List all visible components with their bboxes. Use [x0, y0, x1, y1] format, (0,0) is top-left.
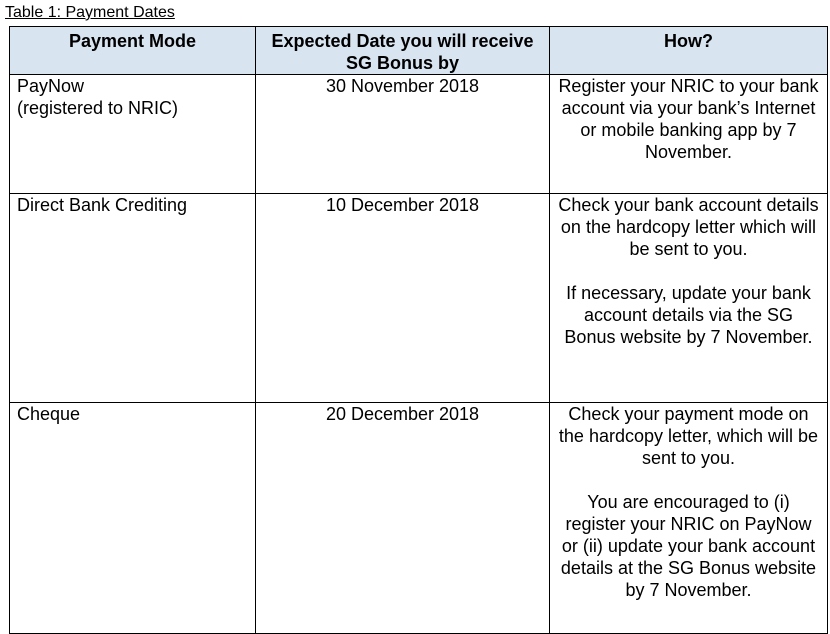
table-row	[10, 75, 828, 194]
header-how: How?	[550, 27, 828, 75]
table-row	[10, 194, 828, 403]
header-expected-date: Expected Date you will receive SG Bonus by	[256, 27, 550, 75]
expected-date-cell: 10 December 2018	[256, 194, 550, 403]
how-cell	[550, 403, 828, 634]
how-cell	[550, 194, 828, 403]
payment-mode-cell: Cheque	[10, 403, 256, 634]
payment-mode-cell: PayNow (registered to NRIC)	[10, 75, 256, 194]
how-paragraph: Check your payment mode on the hardcopy letter, which will be sent to you.	[558, 404, 819, 468]
expected-date-cell: 20 December 2018	[256, 403, 550, 634]
table-row	[10, 403, 828, 634]
how-paragraph: You are encouraged to (i) register your NRIC on PayNow or (ii) update your bank account details at the SG Bonus website by 7 November.	[560, 492, 817, 600]
how-paragraph: Check your bank account details on the hardcopy letter which will be sent to you.	[558, 195, 819, 259]
payment-mode-cell: Direct Bank Crediting	[10, 194, 256, 403]
header-payment-mode: Payment Mode	[10, 27, 256, 75]
payment-dates-table	[9, 26, 828, 634]
how-paragraph: If necessary, update your bank account details via the SG Bonus website by 7 November.	[564, 283, 813, 347]
expected-date-cell: 30 November 2018	[256, 75, 550, 194]
table-caption: Table 1: Payment Dates	[5, 4, 175, 21]
how-paragraph: Register your NRIC to your bank account via your bank’s Internet or mobile banking app by 7 November.	[558, 76, 819, 162]
table-header-row	[10, 27, 828, 75]
how-cell	[550, 75, 828, 194]
